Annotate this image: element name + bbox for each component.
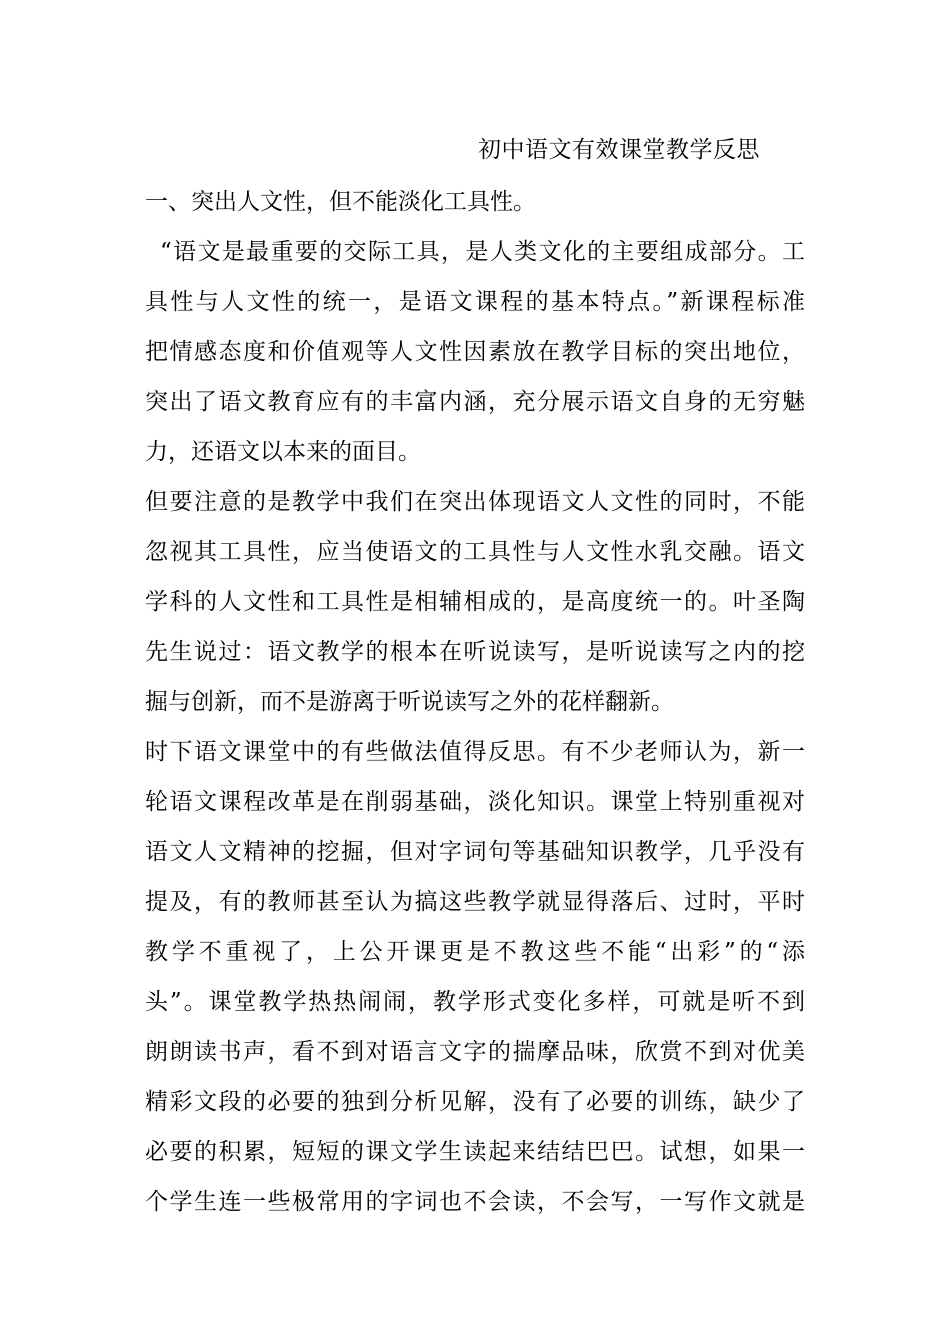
paragraph-line: 学科的人文性和工具性是相辅相成的，是高度统一的。叶圣陶 bbox=[145, 589, 805, 615]
paragraph-line: 精彩文段的必要的独到分析见解，没有了必要的训练，缺少了 bbox=[145, 1089, 805, 1115]
paragraph-line: 头”。课堂教学热热闹闹，教学形式变化多样，可就是听不到 bbox=[145, 989, 805, 1015]
paragraph-line: 时下语文课堂中的有些做法值得反思。有不少老师认为，新一 bbox=[145, 739, 805, 765]
paragraph-line: 掘与创新，而不是游离于听说读写之外的花样翻新。 bbox=[145, 689, 674, 715]
paragraph-line: 个学生连一些极常用的字词也不会读，不会写，一写作文就是 bbox=[145, 1189, 805, 1215]
paragraph-line: 朗朗读书声，看不到对语言文字的揣摩品味，欣赏不到对优美 bbox=[145, 1039, 805, 1065]
document-title: 初中语文有效课堂教学反思 bbox=[478, 137, 760, 163]
paragraph-line: 突出了语文教育应有的丰富内涵，充分展示语文自身的无穷魅 bbox=[145, 389, 805, 415]
paragraph-line: 语文人文精神的挖掘，但对字词句等基础知识教学，几乎没有 bbox=[145, 839, 805, 865]
paragraph-line: “语文是最重要的交际工具，是人类文化的主要组成部分。工 bbox=[160, 239, 805, 265]
paragraph-line: 忽视其工具性，应当使语文的工具性与人文性水乳交融。语文 bbox=[145, 539, 805, 565]
paragraph-line: 具性与人文性的统一，是语文课程的基本特点。”新课程标准 bbox=[145, 289, 805, 315]
paragraph-line: 力，还语文以本来的面目。 bbox=[145, 439, 421, 465]
paragraph-line: 但要注意的是教学中我们在突出体现语文人文性的同时，不能 bbox=[145, 489, 805, 515]
paragraph-line: 轮语文课程改革是在削弱基础，淡化知识。课堂上特别重视对 bbox=[145, 789, 805, 815]
paragraph-line: 先生说过：语文教学的根本在听说读写，是听说读写之内的挖 bbox=[145, 639, 805, 665]
paragraph-line: 必要的积累，短短的课文学生读起来结结巴巴。试想，如果一 bbox=[145, 1139, 805, 1165]
paragraph-line: 把情感态度和价值观等人文性因素放在教学目标的突出地位， bbox=[145, 339, 805, 365]
paragraph-line: 提及，有的教师甚至认为搞这些教学就显得落后、过时，平时 bbox=[145, 889, 805, 915]
paragraph-line: 教学不重视了，上公开课更是不教这些不能“出彩”的“添 bbox=[145, 939, 805, 965]
section-heading: 一、突出人文性，但不能淡化工具性。 bbox=[145, 189, 536, 215]
